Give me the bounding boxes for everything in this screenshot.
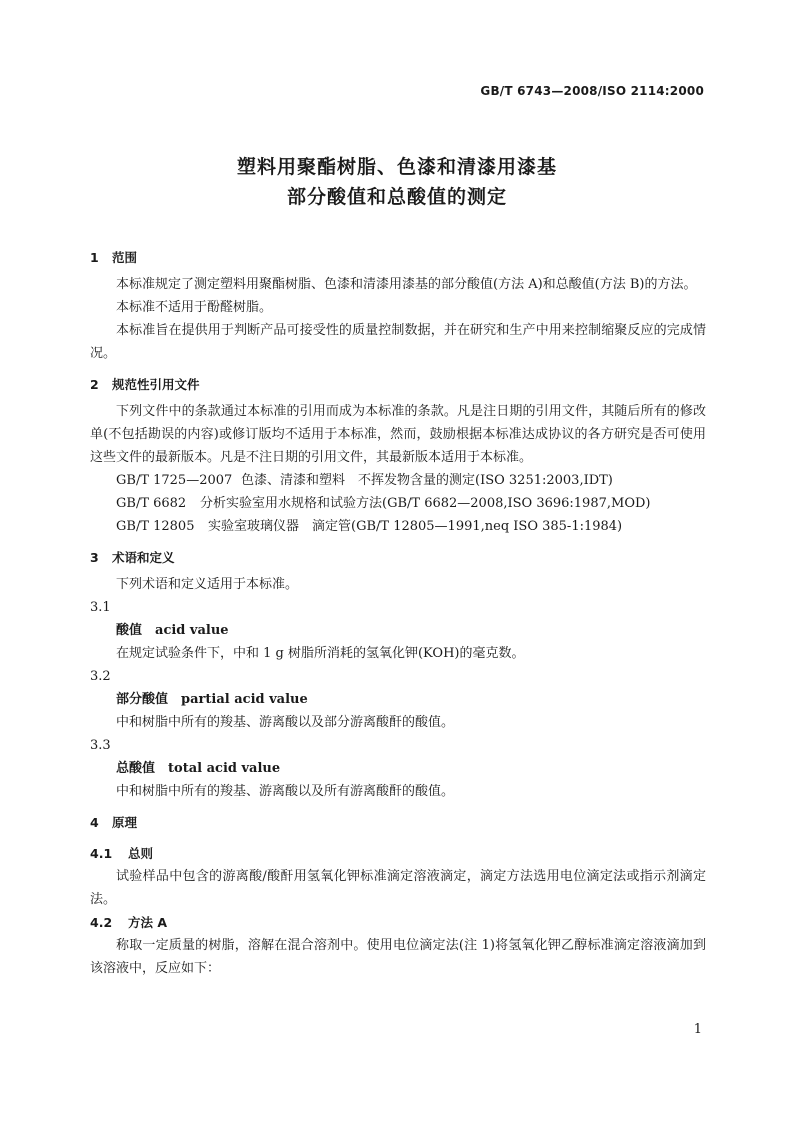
title-line-1: 塑料用聚酯树脂、色漆和清漆用漆基 — [236, 156, 557, 178]
section-title: 规范性引用文件 — [112, 377, 200, 392]
section-title: 原理 — [112, 815, 138, 830]
reference-code: GB/T 12805 — [116, 519, 195, 534]
section-1-heading — [90, 246, 706, 269]
term-en: total acid value — [168, 761, 281, 776]
section-2-heading — [90, 373, 706, 396]
section-title: 方法 A — [128, 915, 168, 930]
section-1-para-1: 本标准规定了测定塑料用聚酯树脂、色漆和清漆用漆基的部分酸值(方法 A)和总酸值(方法 B)的方法。 — [116, 277, 697, 292]
section-4-1-heading — [90, 842, 706, 865]
term-en: acid value — [155, 623, 229, 638]
section-1-para-3: 本标准旨在提供用于判断产品可接受性的质量控制数据，并在研究和生产中用来控制缩聚反应的完成情况。 — [90, 323, 706, 361]
standard-code: GB/T 6743—2008/ISO 2114:2000 — [480, 84, 704, 98]
section-2-para-1: 下列文件中的条款通过本标准的引用而成为本标准的条款。凡是注日期的引用文件，其随后所有的修改单(不包括勘误的内容)或修订版均不适用于本标准，然而，鼓励根据本标准达成协议的各方研究是否可使用这些文件的最新版本。凡是不注日期的引用文件，其最新版本适用于本标准。 — [90, 404, 706, 465]
section-4-1-para-1: 试验样品中包含的游离酸/酸酐用氢氧化钾标准滴定溶液滴定，滴定方法选用电位滴定法或指示剂滴定法。 — [90, 869, 706, 907]
section-4-2-heading — [90, 911, 706, 934]
section-3-heading — [90, 546, 706, 569]
section-title: 范围 — [112, 250, 138, 265]
section-number: 2 — [90, 377, 99, 392]
section-3-para-1: 下列术语和定义适用于本标准。 — [116, 577, 299, 592]
section-number: 1 — [90, 250, 99, 265]
page-number: 1 — [693, 1022, 702, 1037]
term-zh: 总酸值 — [116, 761, 156, 776]
section-number: 3 — [90, 550, 99, 565]
reference-item — [90, 492, 706, 515]
section-1-para-2: 本标准不适用于酚醛树脂。 — [116, 300, 273, 315]
reference-code: GB/T 6682 — [116, 496, 187, 511]
term-heading — [90, 619, 706, 642]
reference-title: 色漆、清漆和塑料 不挥发物含量的测定(ISO 3251:2003,IDT) — [241, 473, 613, 488]
term-en: partial acid value — [181, 692, 308, 707]
term-definition: 在规定试验条件下，中和 1 g 树脂所消耗的氢氧化钾(KOH)的毫克数。 — [116, 646, 525, 661]
section-title: 术语和定义 — [112, 550, 175, 565]
term-zh: 酸值 — [116, 623, 143, 638]
section-number: 4 — [90, 815, 99, 830]
reference-title: 实验室玻璃仪器 滴定管(GB/T 12805—1991,neq ISO 385-1:1984) — [208, 519, 623, 534]
reference-item — [90, 469, 706, 492]
term-number: 3.1 — [90, 600, 111, 615]
section-4-2-para-1: 称取一定质量的树脂，溶解在混合溶剂中。使用电位滴定法(注 1)将氢氧化钾乙醇标准滴定溶液滴加到该溶液中，反应如下： — [90, 938, 706, 976]
section-number: 4.1 — [90, 846, 113, 861]
reference-item — [90, 515, 706, 538]
term-number: 3.3 — [90, 738, 111, 753]
section-title: 总则 — [128, 846, 154, 861]
term-zh: 部分酸值 — [116, 692, 169, 707]
term-definition: 中和树脂中所有的羧基、游离酸以及所有游离酸酐的酸值。 — [116, 784, 455, 799]
title-line-2: 部分酸值和总酸值的测定 — [286, 186, 507, 208]
term-number: 3.2 — [90, 669, 111, 684]
term-heading — [90, 757, 706, 780]
reference-title: 分析实验室用水规格和试验方法(GB/T 6682—2008,ISO 3696:1987,MOD) — [200, 496, 651, 511]
reference-code: GB/T 1725—2007 — [116, 473, 233, 488]
section-4-heading — [90, 811, 706, 834]
document-body — [90, 246, 706, 980]
section-number: 4.2 — [90, 915, 113, 930]
term-heading — [90, 688, 706, 711]
term-definition: 中和树脂中所有的羧基、游离酸以及部分游离酸酐的酸值。 — [116, 715, 455, 730]
